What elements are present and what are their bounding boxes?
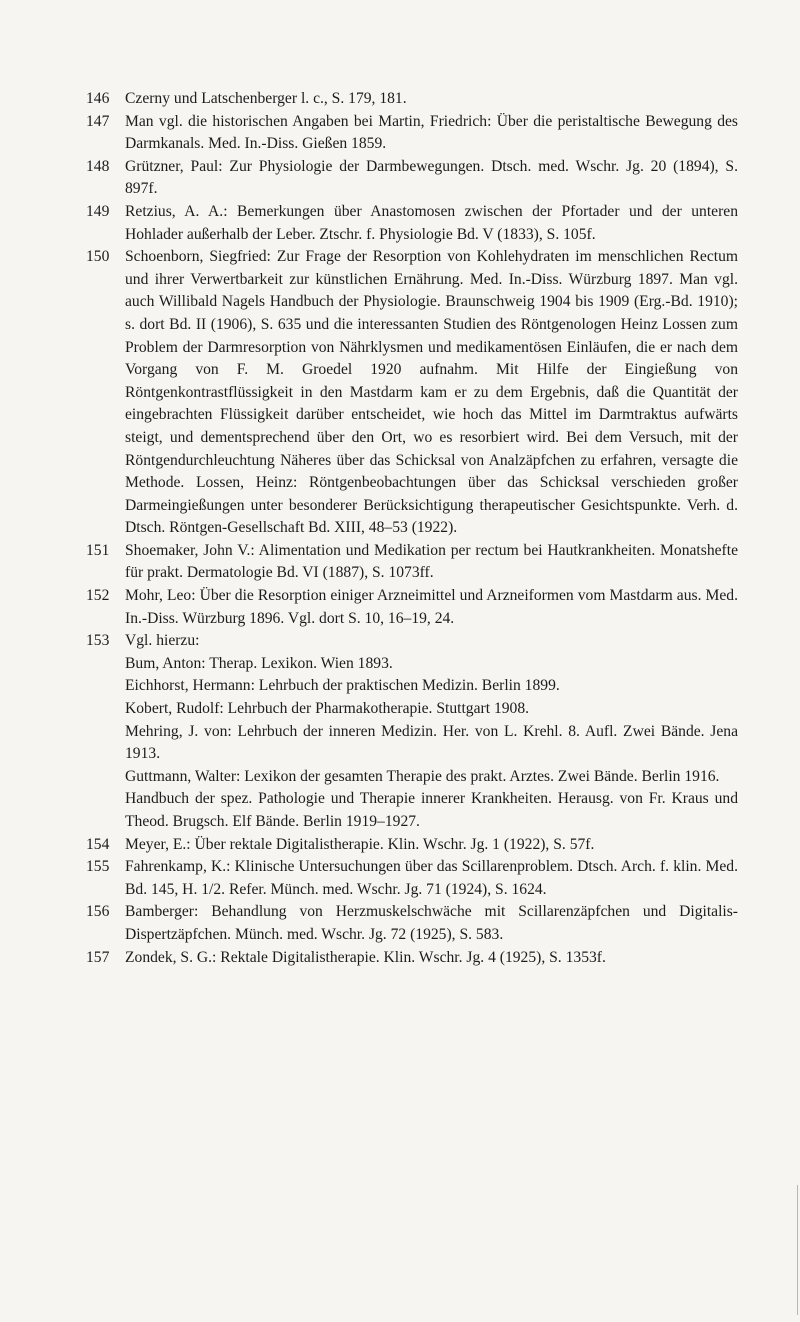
footnote-text: Fahrenkamp, K.: Klinische Untersuchungen über das Scillarenproblem. Dtsch. Arch. f. klin. Med. Bd. 145, H. 1/2. Refer. Münch. med. Wschr. Jg. 71 (1924), S. 1624. [125, 858, 738, 898]
footnote-151 [86, 540, 738, 585]
reference-entry: Guttmann, Walter: Lexikon der gesamten Therapie des prakt. Arztes. Zwei Bände. Berlin 1916. [125, 767, 720, 785]
reference-entry: Mehring, J. von: Lehrbuch der inneren Medizin. Her. von L. Krehl. 8. Aufl. Zwei Bände. Jena 1913. [125, 722, 738, 763]
footnote-number: 150 [86, 248, 110, 266]
footnote-text: Vgl. hierzu: [125, 632, 200, 650]
footnote-155 [86, 856, 738, 901]
footnote-number: 147 [86, 112, 110, 130]
footnotes-page [86, 88, 738, 969]
footnote-text: Mohr, Leo: Über die Resorption einiger Arzneimittel und Arzneiformen vom Mastdarm aus. Med. In.-Diss. Würzburg 1896. Vgl. dort S. 10, 16–19, 24. [125, 587, 738, 627]
footnote-150 [86, 246, 738, 540]
footnote-number: 146 [86, 90, 110, 107]
footnote-154 [86, 834, 738, 857]
footnote-text: Czerny und Latschenberger l. c., S. 179, 181. [125, 90, 407, 107]
footnote-text: Man vgl. die historischen Angaben bei Martin, Friedrich: Über die peristaltische Bewegung des Darmkanals. Med. In.-Diss. Gießen 1859. [125, 112, 738, 153]
footnote-152 [86, 585, 738, 630]
footnote-text: Retzius, A. A.: Bemerkungen über Anastomosen zwischen der Pfortader und der unteren Hohlader außerhalb der Leber. Ztschr. f. Physiologie Bd. V (1833), S. 105f. [125, 202, 738, 243]
footnote-number: 151 [86, 541, 110, 559]
footnote-text: Zondek, S. G.: Rektale Digitalistherapie. Klin. Wschr. Jg. 4 (1925), S. 1353f. [125, 948, 606, 966]
footnote-text: Shoemaker, John V.: Alimentation und Medikation per rectum bei Hautkrankheiten. Monatshefte für prakt. Dermatologie Bd. VI (1887), S. 1073ff. [125, 541, 738, 582]
footnote-text: Bamberger: Behandlung von Herzmuskelschwäche mit Scillarenzäpfchen und Digitalis-Dispertzäpfchen. Münch. med. Wschr. Jg. 72 (1925), S. 583. [125, 903, 738, 943]
footnote-number: 149 [86, 202, 110, 220]
reference-entry: Bum, Anton: Therap. Lexikon. Wien 1893. [125, 654, 393, 672]
footnote-157 [86, 947, 738, 970]
footnote-text: Grützner, Paul: Zur Physiologie der Darmbewegungen. Dtsch. med. Wschr. Jg. 20 (1894), S. 897f. [125, 157, 738, 198]
footnote-148 [86, 156, 738, 201]
footnote-147 [86, 111, 738, 156]
scan-edge-line [797, 1185, 798, 1315]
footnote-156 [86, 901, 738, 946]
footnote-number: 153 [86, 632, 110, 650]
footnote-number: 152 [86, 587, 110, 605]
footnote-number: 156 [86, 903, 110, 921]
footnote-146 [86, 88, 738, 111]
reference-entry: Handbuch der spez. Pathologie und Therapie innerer Krankheiten. Herausg. von Fr. Kraus und Theod. Brugsch. Elf Bände. Berlin 1919–1927. [125, 790, 738, 830]
footnote-number: 157 [86, 948, 110, 966]
reference-entry: Kobert, Rudolf: Lehrbuch der Pharmakotherapie. Stuttgart 1908. [125, 700, 530, 718]
footnote-text: Schoenborn, Siegfried: Zur Frage der Resorption von Kohlehydraten im menschlichen Rectum und ihrer Verwertbarkeit zur künstlichen Ernährung. Med. In.-Diss. Würzburg 1897. Man vgl. auch Willibald Nagels Handbuch der Physiologie. Braunschweig 1904 bis 1909 (Erg.-Bd. 1910); s. dort Bd. II (1906), S. 635 und die interessanten Studien des Röntgenologen Heinz Lossen zum Problem der Darmresorption von Nährklysmen und medikamentösen Einläufen, die er nach dem Vorgang von F. M. Groedel 1920 aufnahm. Mit Hilfe der Eingießung von Röntgenkontrastflüssigkeit in den Mastdarm kam er zu dem Ergebnis, daß die Quantität der eingebrachten Flüssigkeit darüber entscheidet, wie hoch das Mittel im Darmtraktus aufwärts steigt, und dementsprechend über den Ort, wo es resorbiert wird. Bei dem Versuch, mit der Röntgendurchleuchtung Näheres über das Schicksal von Analzäpfchen zu erfahren, versagte die Methode. Lossen, Heinz: Röntgenbeobachtungen über das Schicksal verschieden großer Darmeingießungen unter besonderer Berücksichtigung therapeutischer Gesichtspunkte. Verh. d. Dtsch. Röntgen-Gesellschaft Bd. XIII, 48–53 (1922). [125, 248, 738, 537]
footnote-number: 154 [86, 835, 110, 853]
footnote-text: Meyer, E.: Über rektale Digitalistherapie. Klin. Wschr. Jg. 1 (1922), S. 57f. [125, 835, 595, 853]
footnote-149 [86, 201, 738, 246]
footnote-153 [86, 630, 738, 833]
reference-entry: Eichhorst, Hermann: Lehrbuch der praktischen Medizin. Berlin 1899. [125, 677, 560, 695]
footnote-number: 155 [86, 858, 110, 876]
footnote-number: 148 [86, 157, 110, 175]
